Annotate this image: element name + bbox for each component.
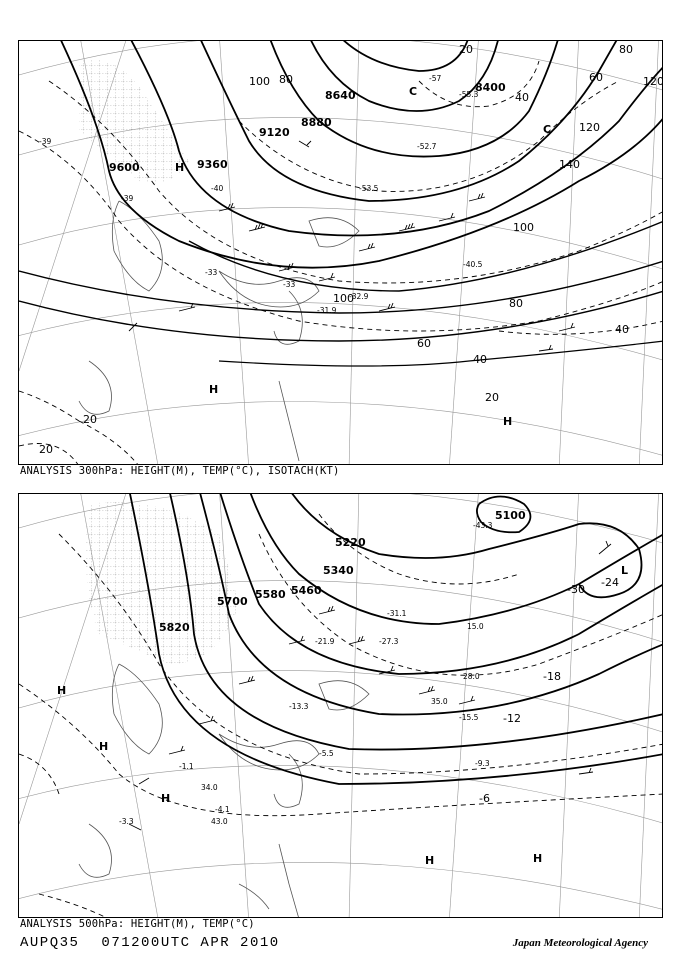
temp-label: -52.7 [417, 142, 437, 151]
isotach-label: 40 [515, 91, 529, 104]
low-pressure-center: L [621, 564, 629, 577]
station-value: 34.0 [201, 783, 218, 792]
station-value: 43.0 [211, 817, 228, 826]
temp-contour-label: -24 [601, 576, 619, 589]
station-value: -3.3 [119, 817, 134, 826]
isotach-label: 80 [279, 73, 293, 86]
map-500hpa [18, 493, 663, 918]
isotach-label: 100 [513, 221, 534, 234]
map-300hpa-canvas [19, 41, 663, 465]
chart-code: AUPQ35 [20, 935, 80, 951]
station-value: -43.3 [473, 521, 493, 530]
agency-credit: Japan Meteorological Agency [512, 937, 648, 949]
station-value: -15.5 [459, 713, 479, 722]
temp-label: -53.5 [359, 184, 379, 193]
height-label: 5580 [255, 588, 286, 601]
height-label: 5700 [217, 595, 248, 608]
isotach-label: 100 [333, 292, 354, 305]
isotach-label: 20 [485, 391, 499, 404]
height-label: 8400 [475, 81, 506, 94]
isotach-label: 120 [579, 121, 600, 134]
temp-label: -55.3 [459, 90, 479, 99]
height-label: 5460 [291, 584, 322, 597]
station-value: -21.9 [315, 637, 335, 646]
isotach-label: 40 [473, 353, 487, 366]
isotach-label: 80 [509, 297, 523, 310]
height-label: 9600 [109, 161, 140, 174]
wind-barbs [129, 141, 575, 351]
station-value: -9.3 [475, 759, 490, 768]
height-label: 8640 [325, 89, 356, 102]
temp-label: -31.9 [317, 306, 337, 315]
map-300hpa [18, 40, 663, 465]
isotach-label: 20 [83, 413, 97, 426]
station-value: -5.5 [319, 749, 334, 758]
temp-label: -32.9 [349, 292, 369, 301]
temp-contour-label: -30 [567, 583, 585, 596]
caption-fields: HEIGHT(M), TEMP(°C) [130, 918, 255, 930]
map-500hpa-canvas [19, 494, 663, 918]
caption-fields: HEIGHT(M), TEMP(°C), ISOTACH(KT) [130, 465, 340, 477]
temp-label: -39 [121, 194, 134, 203]
height-label: 9360 [197, 158, 228, 171]
station-value: -31.1 [387, 609, 407, 618]
isotach-label: 60 [589, 71, 603, 84]
high-pressure-center: H [503, 415, 513, 428]
caption-level: ANALYSIS 300hPa: [20, 465, 125, 477]
temp-label: -40 [211, 184, 224, 193]
station-value: 15.0 [467, 622, 484, 631]
height-label: 8880 [301, 116, 332, 129]
temp-label: -39 [39, 137, 52, 146]
temp-contour-label: -6 [479, 792, 490, 805]
chart-identifier [20, 935, 280, 951]
isotach-label: 100 [249, 75, 270, 88]
coastlines [79, 664, 369, 918]
isotach-label: 60 [417, 337, 431, 350]
high-pressure-center: H [175, 161, 185, 174]
height-label: 5220 [335, 536, 366, 549]
high-pressure-center: H [99, 740, 109, 753]
isotach-label: 140 [559, 158, 580, 171]
high-pressure-center: H [533, 852, 543, 865]
height-label: 5100 [495, 509, 526, 522]
height-label: 9120 [259, 126, 290, 139]
station-value: -27.3 [379, 637, 399, 646]
isotach-label: 20 [39, 443, 53, 456]
temp-label: -33 [205, 268, 218, 277]
cold-center: C [543, 123, 552, 136]
temp-label: -40.5 [463, 260, 483, 269]
station-value: -4.1 [215, 805, 230, 814]
top-map-caption [20, 465, 340, 477]
cold-center: C [409, 85, 418, 98]
isotach-label: 40 [615, 323, 629, 336]
high-pressure-center: H [209, 383, 219, 396]
temp-label: -57 [429, 74, 442, 83]
height-label: 5340 [323, 564, 354, 577]
temp-label: -33 [283, 280, 296, 289]
high-pressure-center: H [425, 854, 435, 867]
temp-contour-label: -12 [503, 712, 521, 725]
isotach-label: 120 [643, 75, 664, 88]
chart-timestamp: 071200UTC APR 2010 [101, 935, 280, 951]
station-value: -13.3 [289, 702, 309, 711]
isotach-label: 80 [619, 43, 633, 56]
bottom-map-caption [20, 918, 255, 930]
high-pressure-center: H [161, 792, 171, 805]
station-value: 28.0 [463, 672, 480, 681]
isotach-label: 20 [459, 43, 473, 56]
height-label: 5820 [159, 621, 190, 634]
caption-level: ANALYSIS 500hPa: [20, 918, 125, 930]
station-value: -1.1 [179, 762, 194, 771]
high-pressure-center: H [57, 684, 67, 697]
hatched-region [86, 502, 239, 664]
station-value: 35.0 [431, 697, 448, 706]
temp-contour-label: -18 [543, 670, 561, 683]
